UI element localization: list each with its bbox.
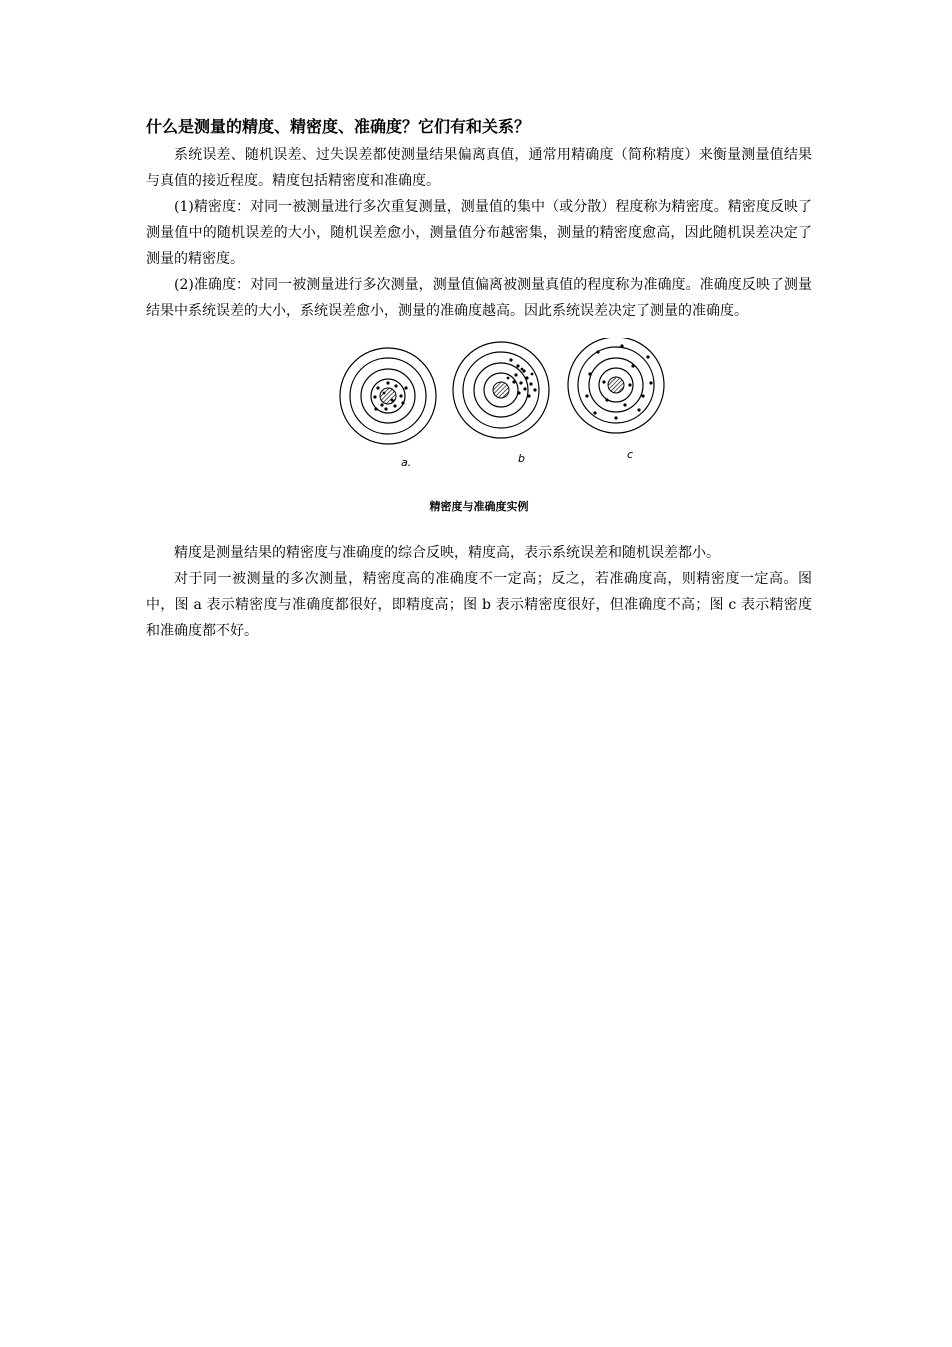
target-b-shots xyxy=(507,358,537,397)
paragraph-summary: 精度是测量结果的精密度与准确度的综合反映，精度高，表示系统误差和随机误差都小。 xyxy=(174,545,720,561)
paragraph-relation: 对于同一被测量的多次测量，精密度高的准确度不一定高；反之，若准确度高，则精密度一定高。图中，图 a 表示精密度与准确度都很好，即精度高；图 b 表示精密度很好，但准确度不高；图 c 表示精密度和准确度都不好。 xyxy=(146,571,812,639)
target-c-label: c xyxy=(627,448,634,461)
paragraph-intro: 系统误差、随机误差、过失误差都使测量结果偏离真值，通常用精确度（简称精度）来衡量测量值结果与真值的接近程度。精度包括精密度和准确度。 xyxy=(146,147,812,189)
paragraph-precision: (1)精密度：对同一被测量进行多次重复测量，测量值的集中（或分散）程度称为精密度。精密度反映了测量值中的随机误差的大小，随机误差愈小，测量值分布越密集，测量的精密度愈高，因此随机误差决定了测量的精密度。 xyxy=(146,199,812,267)
target-b xyxy=(453,342,549,465)
target-figure xyxy=(146,338,812,528)
target-b-label: b xyxy=(518,452,525,465)
target-a xyxy=(340,348,436,469)
figure-caption: 精密度与准确度实例 xyxy=(429,500,529,513)
target-a-label: a. xyxy=(401,456,412,469)
paragraph-accuracy: (2)准确度：对同一被测量进行多次测量，测量值偏离被测量真值的程度称为准确度。准确度反映了测量结果中系统误差的大小，系统误差愈小，测量的准确度越高。因此系统误差决定了测量的准确度。 xyxy=(146,277,812,319)
document-title: 什么是测量的精度、精密度、准确度？它们有和关系？ xyxy=(146,117,531,136)
document-page xyxy=(146,114,812,644)
target-c xyxy=(568,338,664,461)
